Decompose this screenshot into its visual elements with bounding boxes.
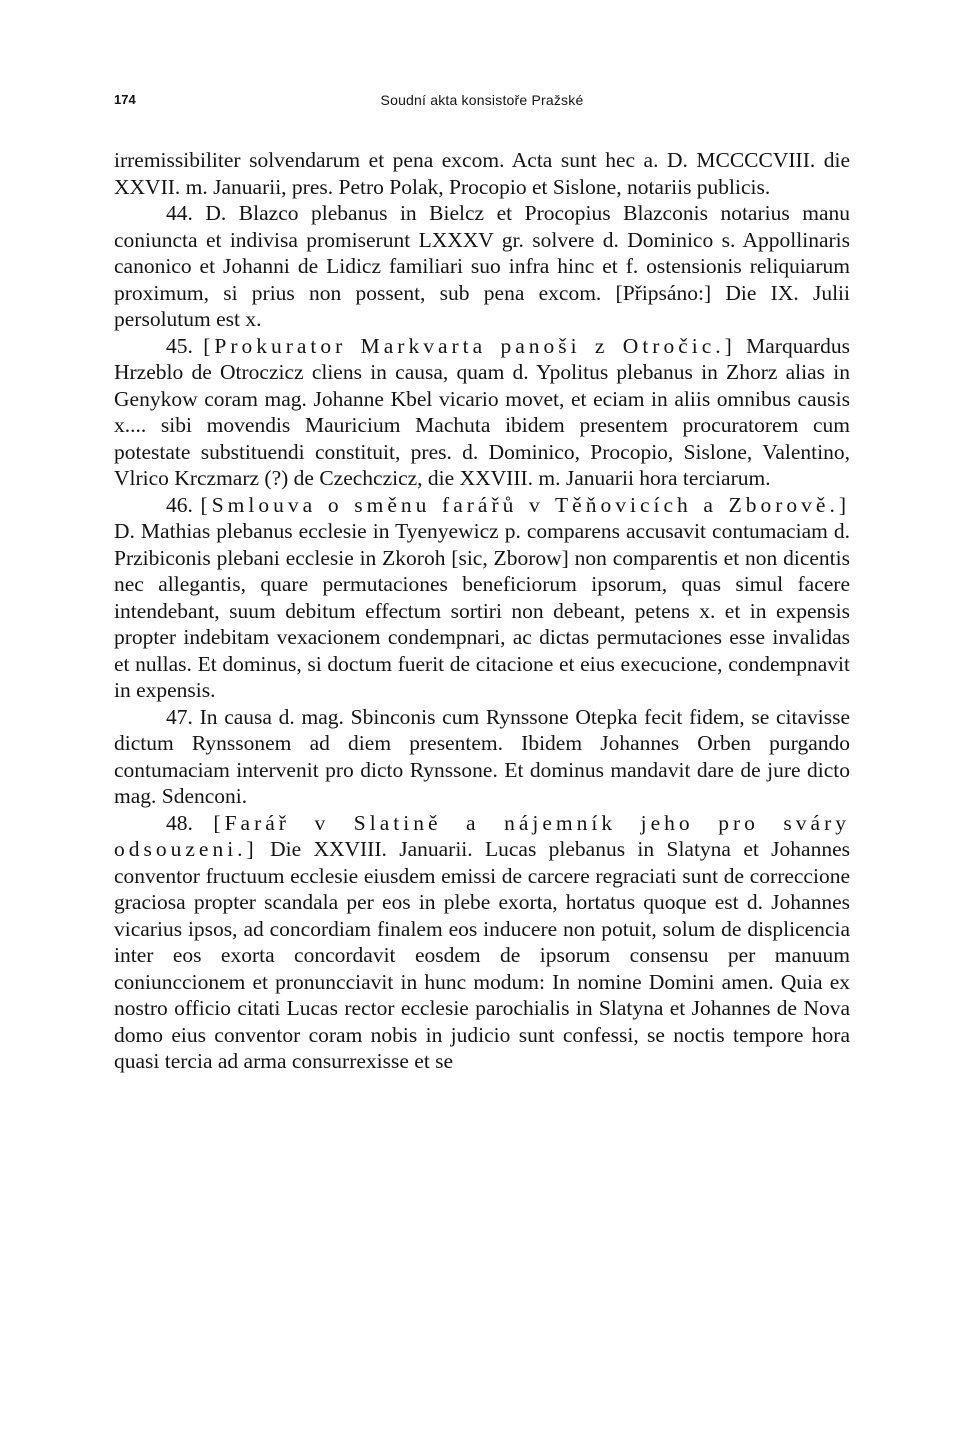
entry-heading: [Farář v Slatině a nájemník jeho pro sváry odsouzeni.]	[114, 810, 851, 861]
entry-48	[114, 810, 850, 1075]
paragraph-continuation	[114, 147, 850, 200]
entry-text: D. Blazco plebanus in Bielcz et Procopius Blazconis notarius manu coniuncta et indivisa promiserunt LXXXV gr. solvere d. Dominico s. Appollinaris canonico et Johanni de Lidicz familiari suo infra hinc et f. ostensionis reliquiarum proximum, si prius non possent, sub pena excom. [Připsáno:] Die IX. Julii persolutum est x.	[114, 201, 850, 331]
entry-46	[114, 492, 850, 704]
page-number: 174	[114, 92, 136, 107]
entry-text: Marquardus Hrzeblo de Otroczicz cliens in causa, quam d. Ypolitus plebanus in Zhorz alias in Genykow coram mag. Johanne Kbel vicario movet, et eciam in aliis omnibus causis x.... sibi movendis Mauricium Machuta ibidem presentem procuratorem cum potestate substituendi constituit, pres. d. Dominico, Procopio, Sislone, Valentino, Vlrico Krczmarz (?) de Czechczicz, die XXVIII. m. Januarii hora terciarum.	[114, 333, 851, 490]
entry-heading: [Prokurator Markvarta panoši z Otročic.]	[203, 333, 736, 358]
paragraph-text: irremissibiliter solvendarum et pena excom. Acta sunt hec a. D. MCCCCVIII. die XXVII. m. Januarii, pres. Petro Polak, Procopio et Sislone, notariis publicis.	[114, 148, 850, 199]
body-text	[114, 147, 850, 1075]
running-header	[114, 92, 850, 116]
entry-45	[114, 333, 850, 492]
entry-number: 46.	[166, 492, 193, 517]
entry-number: 47.	[166, 704, 193, 729]
entry-heading: [Smlouva o směnu farářů v Těňovicích a Zborově.]	[200, 492, 850, 517]
entry-44	[114, 200, 850, 333]
entry-number: 48.	[166, 810, 193, 835]
entry-text: Die XXVIII. Januarii. Lucas plebanus in Slatyna et Johannes conventor fructuum ecclesie eiusdem emissi de carcere regraciati sunt de correccione graciosa propter scandala per eos in plebe exorta, hortatus quoque est d. Johannes vicarius ipsos, ad concordiam finalem eos inducere non potuit, solum de displicencia inter eos exorta concordavit eosdem de ipsorum consensu per manuum coniunccionem et pronuncciavit in hunc modum: In nomine Domini amen. Quia ex nostro officio citati Lucas rector ecclesie parochialis in Slatyna et Johannes de Nova domo eius conventor coram nobis in judicio sunt confessi, se noctis tempore hora quasi tercia ad arma consurrexisse et se	[114, 837, 850, 1073]
entry-number: 44.	[166, 201, 193, 225]
document-page	[114, 0, 850, 1440]
entry-number: 45.	[166, 333, 193, 358]
entry-text: D. Mathias plebanus ecclesie in Tyenyewicz p. comparens accusavit contumaciam d. Przibiconis plebani ecclesie in Zkoroh [sic, Zborow] non comparentis et non dicentis nec allegantis, quare permutaciones beneficiorum ipsorum, quas simul facere intendebant, suum debitum effectum sortiri non debeant, petens x. et in expensis propter indebitam vexacionem condempnari, ac dictas permutaciones esse invalidas et nullas. Et dominus, si doctum fuerit de citacione et eius execucione, condempnavit in expensis.	[114, 519, 850, 702]
entry-text: In causa d. mag. Sbinconis cum Rynssone Otepka fecit fidem, se citavisse dictum Rynssonem ad diem presentem. Ibidem Johannes Orben purgando contumaciam intervenit pro dicto Rynssone. Et dominus mandavit dare de jure dicto mag. Sdenconi.	[114, 704, 850, 808]
running-title: Soudní akta konsistoře Pražské	[380, 92, 584, 108]
entry-47	[114, 704, 850, 810]
